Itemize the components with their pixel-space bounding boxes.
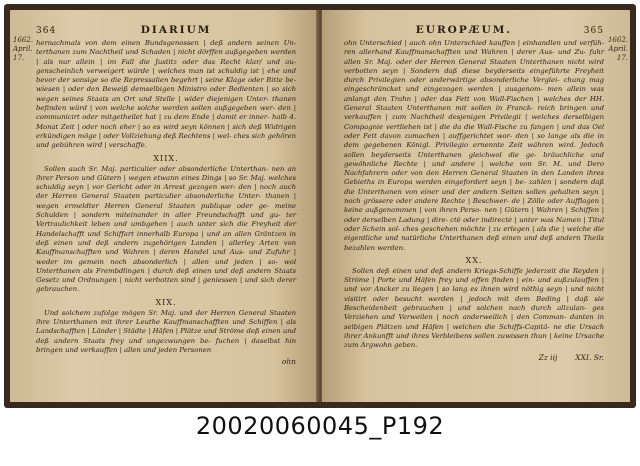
margin-note-year: 1662. — [607, 36, 628, 44]
right-section-text-1: Sollen deß einen und deß andern Kriegs-Schiffe jederzeit die Reyden | Ströme | Porte und Häfen frey und offen finden | ein- und außzulauffen | und vor Ancker zu liegen | so lang es ihnen wird nöthig seyn | und nicht visitirt oder besucht werden | jedoch mit dem Beding | daß sie Bescheidenheit gebrauchen | und solchen nach durch allzulan- ges Verziehen und Verweilen | noch anderweilich | den Comman- danten in selbigen Plätzen und Häfen | welchen die Schiffs-Capitä- ne die Ursach ihrer Ankunfft und ihres Verbleibens sollen zuwissen thun | keine Ursache zum Argwohn geben. — [344, 266, 604, 350]
margin-note-day: 17. — [616, 54, 628, 62]
left-page-text — [36, 39, 296, 366]
left-page — [10, 10, 318, 402]
right-margin-note — [606, 36, 628, 63]
right-page-text — [344, 39, 604, 362]
signature-mark: Zz iij — [538, 352, 558, 362]
left-section-text-1: Sollen auch Sr. Maj. particulier oder absonderliche Unterthan- nen an ihrer Person und Gütern | wegen etwann eines Dings | so Sr. Maj. welches schuldig seyn | vor Gericht oder in Arrest gezogen wer- den | noch auch der Herren General Staaten particulier absonderliche Unter- thanen | wegen ermeldter Herren General Staaten publique oder ge- meine Schulden | sondern miteinander in aller Freundschafft und gu- ter Vertraulichkeit leben und umbgehen | auch unter sich die Freyheit der Handelschafft und Schiffart innerhalb Europa | und an allen Gräntzen in deß einen und deß andern zugehörigen Landen | allerley Arten von Kauffmanschafften und Wahren | deren Handel und Aus- und Zufuhr | weder im gemein noch absonderlich | allen und jeden | so- wol Unterthanen als Frembdlingen | durch deß einen und deß andern Staats Gesetz und Ordnungen | nicht verbotten sind | geniessen | und sich derer gebrauchen. — [36, 164, 296, 294]
left-section-heading-1: XIIX. — [153, 153, 179, 163]
right-page-number: 365 — [583, 26, 604, 36]
margin-note-day: 17. — [13, 54, 25, 62]
margin-note-year: 1662. — [13, 36, 34, 44]
image-caption: 20020060045_P192 — [195, 412, 445, 440]
right-catchwords — [344, 353, 604, 362]
left-section-heading-2: XIX. — [155, 297, 177, 307]
left-margin-note — [13, 36, 35, 63]
left-page-number: 364 — [36, 26, 57, 36]
right-section-heading-1: XX. — [465, 255, 483, 265]
margin-note-month: April. — [608, 45, 628, 53]
left-running-title: DIARIUM — [140, 24, 212, 36]
left-section-text-2: Und solchem zufolge mögen Sr. Maj. und der Herren General Staaten ihre Unterthanen mit ihrer Leuthe Kauffmanschafften und Schiffen | als Landschafften | Länder | Städte | Häfen | Plätze und Ströme deß einen und deß andern Staats frey und ungezwungen be- fuchen | daselbst hin bringen und verkauffen | allen und jeden Personen — [36, 308, 296, 354]
left-catchwords — [36, 357, 296, 366]
margin-note-month: April. — [13, 45, 33, 53]
left-running-head — [36, 24, 296, 36]
right-page — [322, 10, 630, 402]
book-spread — [4, 4, 636, 408]
left-catchword: ohn — [281, 357, 296, 367]
right-running-head — [344, 24, 604, 36]
left-paragraph-intro: hernachmals von dem einen Bundsgenossen | deß andern seinen Un- terthanen zum Nachtheil und Schaden | nicht dörffen außgegeben werden | als nur allein | im Fall die Justitz oder das Recht klar/ und au- genscheinlich verweigert würde | welches man ist schuldig ist | ehe und bevor der sonsige so die Repressalien begehrt | seine Klage oder Bitte be- wiesen | oder den Beweiß demselbigen Ministro oder Bedienten | so sich wegen seines Staats an Ort und Stelle | wider diejenigen Unter- thanen befinden würd | von welche solche werden sollen außgegeben wer- den | communicirt oder mitgetheilet hat | zu dem Ende | damit er inner- halb 4. Monat Zeit | oder noch eher | so es wird seyn können | sich deß Widrigen erkündigen möge | oder Vollziehung deß Rechtens | wel- ches sich gehören und gebühren wird | verschaffe. — [36, 39, 296, 150]
right-catchword: XXI. Sr. — [575, 352, 604, 362]
right-running-title: EUROPÆUM. — [415, 24, 513, 36]
right-paragraph-intro: ohn Unterschied | auch ohn Unterschied kauffen | einhandlen und verfüh- ren allerhand Kauffmanschafften und Wahren | derer Aus- und Zu- fuhr allen Sr. Maj. oder der Herren General Staaten Unterthanen nicht wird verbotten seyn | Sondern daß diese beyderseits eingeführte Freyheit durch Privilegien oder anderwärtige absonderliche Verglei- chung mag eingeschräncket und eingezogen werden | ausgenom- men allein was anlangt den Trahn | oder das Fett von Wall-Fischen | welches der HH. General Staaten Unterthanen mit sollen in Franck- reich bringen und verkauffen | zum Nachtheil desjenigen Privilegii | welches derselbigen Compagnie vertliehen ist | die da die Wall-Fische zu fangen | und das Oel oder Fett davon zumachen | auffgerichtet wor- den | so lange als die in dem gegebenen Königl. Privilegio ernennte Zeit währen wird. Jedoch sollen beyderseits Unterthanen gleichwol die ge- bräuchliche und gewöhnliche Rechte | und andere | welche von Sr. M. und Dero Nachfahrern oder von den Herren General Staaten in den Landen ihres Gebieths in Europa werden eingefordert seyn | be- zahlen | sondern daß die Unterthanen von einer und der andern Seiten sollen gehalten seyn | noch grössere oder andere Rechte | Beschwer- de | Zölle oder Aufflagen | keine außgenommen | von ihren Perso- nen | Gütern | Wahren | Schiffen | oder derselben Ladung | dire- ctè oder indirectè | unter was Namen | Titul oder Schein sol- ches geschehen möchte | zu erlegen | als die | welche die eigentliche und natürliche Unterthanen deß einen und deß andern Theils bezahlen werden. — [344, 39, 604, 252]
